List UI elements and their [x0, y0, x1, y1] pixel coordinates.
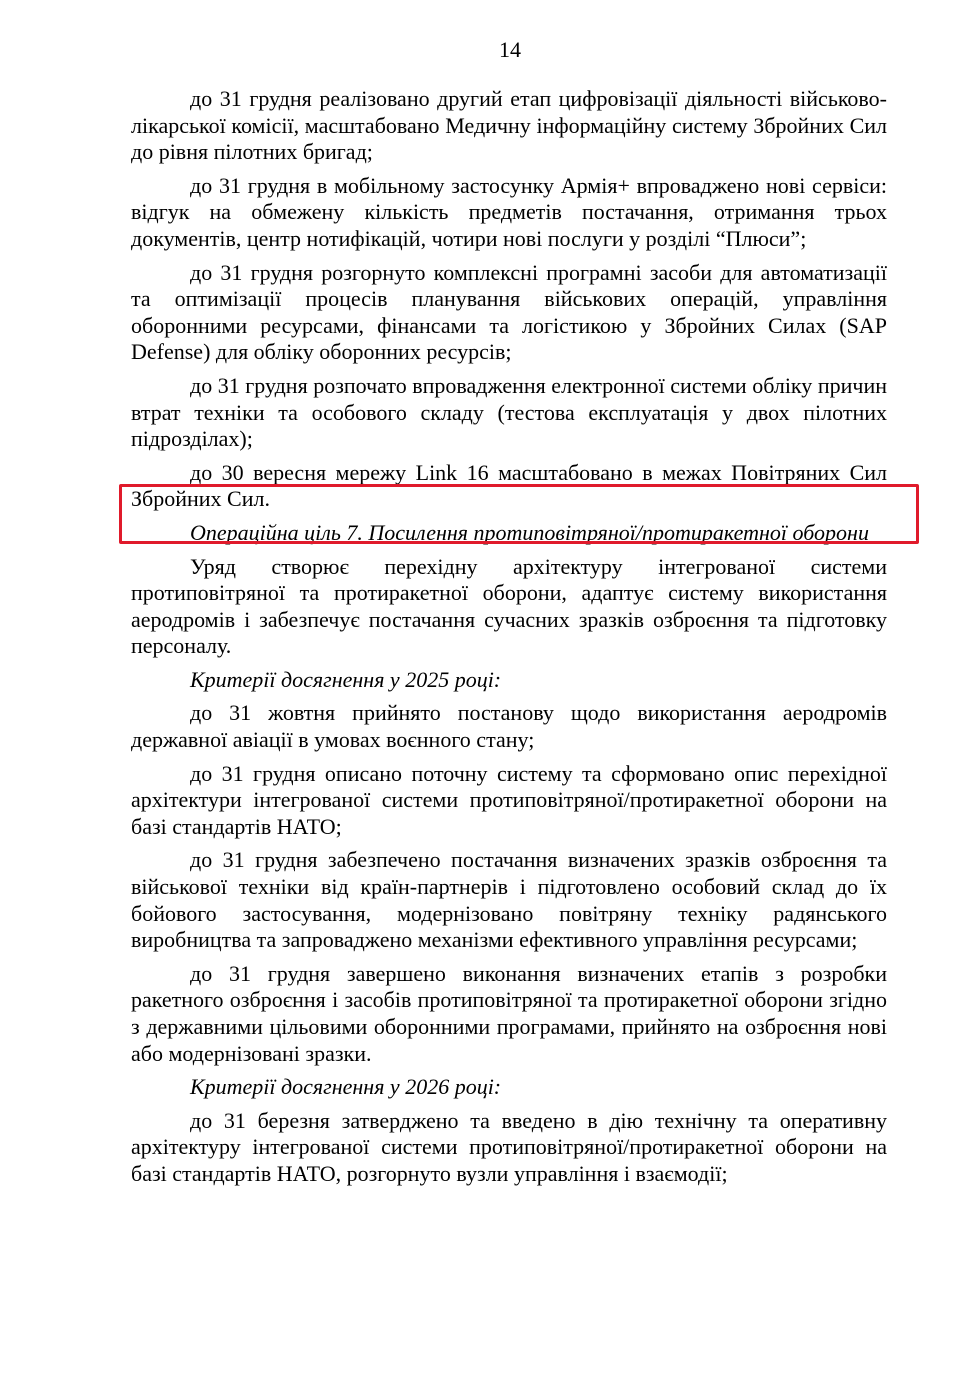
- heading-criteria-2026: Критерії досягнення у 2026 році:: [190, 1074, 502, 1100]
- paragraph-architecture-approval: до 31 березня затверджено та введено в дію технічну та оперативну архітектуру інтегрованої системи протиповітряної/протиракетної оборони на базі стандартів НАТО, розгорнуто вузли управління і взаємодії;: [131, 1107, 887, 1186]
- paragraph-army-plus-app: до 31 грудня в мобільному застосунку Армія+ впроваджено нові сервіси: відгук на обмежену кількість предметів постачання, отримання трьох документів, центр нотифікацій, чотири нові послуги у розділі “Плюси”;: [131, 172, 887, 251]
- paragraph-missile-development: до 31 грудня завершено виконання визначених етапів з розробки ракетного озброєння і засобів протиповітряної та протиракетної оборони згідно з державними цільовими оборонними програмами, прийнято на озброєння нові або модернізовані зразки.: [131, 960, 887, 1066]
- paragraph-link16-highlighted: до 30 вересня мережу Link 16 масштабовано в межах Повітряних Сил Збройних Сил.: [131, 459, 887, 512]
- paragraph-sap-defense: до 31 грудня розгорнуто комплексні програмні засоби для автоматизації та оптимізації процесів планування військових операцій, управління оборонними ресурсами, фінансами та логістикою у Збройних Силах (SAP Defense) для обліку оборонних ресурсів;: [131, 259, 887, 365]
- paragraph-airfields-resolution: до 31 жовтня прийнято постанову щодо використання аеродромів державної авіації в умовах воєнного стану;: [131, 700, 887, 753]
- page-number: 14: [499, 37, 521, 62]
- heading-criteria-2025: Критерії досягнення у 2025 році:: [190, 666, 502, 692]
- paragraph-loss-accounting-system: до 31 грудня розпочато впровадження електронної системи обліку причин втрат техніки та особового складу (тестова експлуатація у двох пілотних підрозділах);: [131, 372, 887, 452]
- page-body: [131, 86, 887, 1195]
- heading-operational-goal-7: Операційна ціль 7. Посилення протиповітряної/протиракетної оборони: [190, 519, 869, 545]
- paragraph-government-air-defense: Уряд створює перехідну архітектуру інтегрованої системи протиповітряної та протиракетної оборони, адаптує систему використання аеродромів і забезпечує постачання сучасних зразків озброєння та підготовку персоналу.: [131, 553, 887, 659]
- paragraph-digitization-medical-commission: до 31 грудня реалізовано другий етап цифровізації діяльності військово-лікарської комісії, масштабовано Медичну інформаційну систему Збройних Сил до рівня пілотних бригад;: [131, 86, 887, 165]
- paragraph-transitional-architecture: до 31 грудня описано поточну систему та сформовано опис перехідної архітектури інтегрованої системи протиповітряної/протиракетної оборони на базі стандартів НАТО;: [131, 760, 887, 839]
- paragraph-weapons-supply: до 31 грудня забезпечено постачання визначених зразків озброєння та військової техніки від країн-партнерів і підготовлено особовий склад до їх бойового застосування, модернізовано повітряну техніку радянського виробництва та запроваджено механізми ефективного управління ресурсами;: [131, 847, 887, 953]
